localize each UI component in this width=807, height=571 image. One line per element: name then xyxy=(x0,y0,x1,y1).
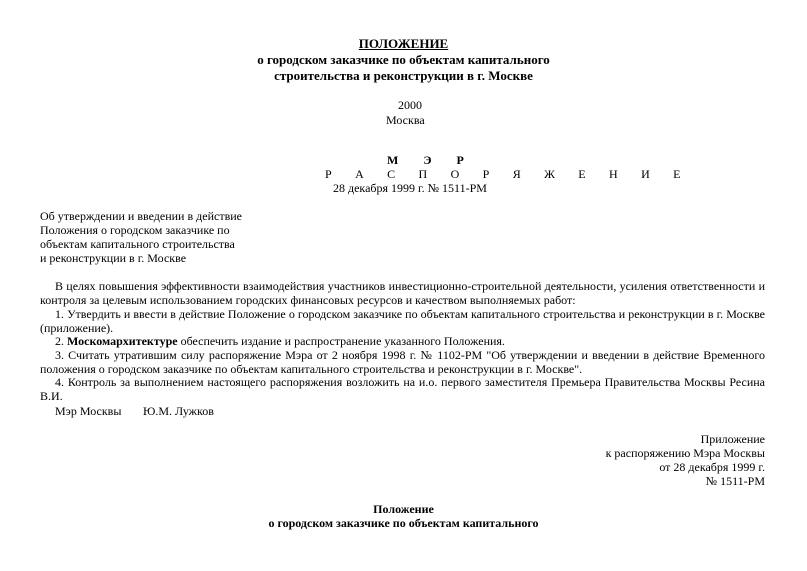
appendix-label: Приложение xyxy=(700,432,765,446)
order-item-2-text: обеспечить издание и распространение указанного Положения. xyxy=(177,334,505,348)
subject-line: Об утверждении и введении в действие xyxy=(40,209,242,223)
document-city: Москва xyxy=(386,113,425,127)
appendix-reference: к распоряжению Мэра Москвы xyxy=(605,446,765,460)
order-issuer: М Э Р xyxy=(387,153,475,167)
order-item-1: 1. Утвердить и ввести в действие Положение о городском заказчике по объектам капитального строительства и реконструкции в г. Москве (приложение). xyxy=(40,307,765,335)
signature-title: Мэр Москвы xyxy=(55,404,122,418)
regulation-title: Положение xyxy=(373,502,434,516)
appendix-date: от 28 декабря 1999 г. xyxy=(659,460,765,474)
order-item-3: 3. Считать утратившим силу распоряжение Мэра от 2 ноября 1998 г. № 1102-РМ "Об утверждении и введении в действие Временного положения о городском заказчике по объектам капитального строительства и реконструкции в г. Москве". xyxy=(40,348,765,376)
document-year: 2000 xyxy=(398,98,422,112)
appendix-number: № 1511-РМ xyxy=(705,474,765,488)
signature-name: Ю.М. Лужков xyxy=(143,404,214,418)
order-item-4: 4. Контроль за выполнением настоящего распоряжения возложить на и.о. первого заместителя Премьера Правительства Москвы Ресина В.И. xyxy=(40,375,765,403)
order-item-2-agency: Москомархитектуре xyxy=(67,334,178,348)
document-subtitle-line-1: о городском заказчике по объектам капитального xyxy=(257,52,550,67)
order-type: Р А С П О Р Я Ж Е Н И Е xyxy=(325,167,691,181)
subject-line: и реконструкции в г. Москве xyxy=(40,251,187,265)
order-item-2-number: 2. xyxy=(55,334,67,348)
subject-line: объектам капитального строительства xyxy=(40,237,235,251)
order-date-number: 28 декабря 1999 г. № 1511-РМ xyxy=(333,181,487,195)
intro-paragraph: В целях повышения эффективности взаимодействия участников инвестиционно-строительной деятельности, усиления ответственности и контроля за целевым использованием городских финансовых ресурсов и качеством выполняемых работ: xyxy=(40,279,765,307)
order-item-2 xyxy=(40,334,765,348)
regulation-subtitle: о городском заказчике по объектам капитального xyxy=(268,516,539,530)
subject-line: Положения о городском заказчике по xyxy=(40,223,230,237)
document-title: ПОЛОЖЕНИЕ xyxy=(358,36,449,51)
document-subtitle-line-2: строительства и реконструкции в г. Москве xyxy=(274,68,533,83)
